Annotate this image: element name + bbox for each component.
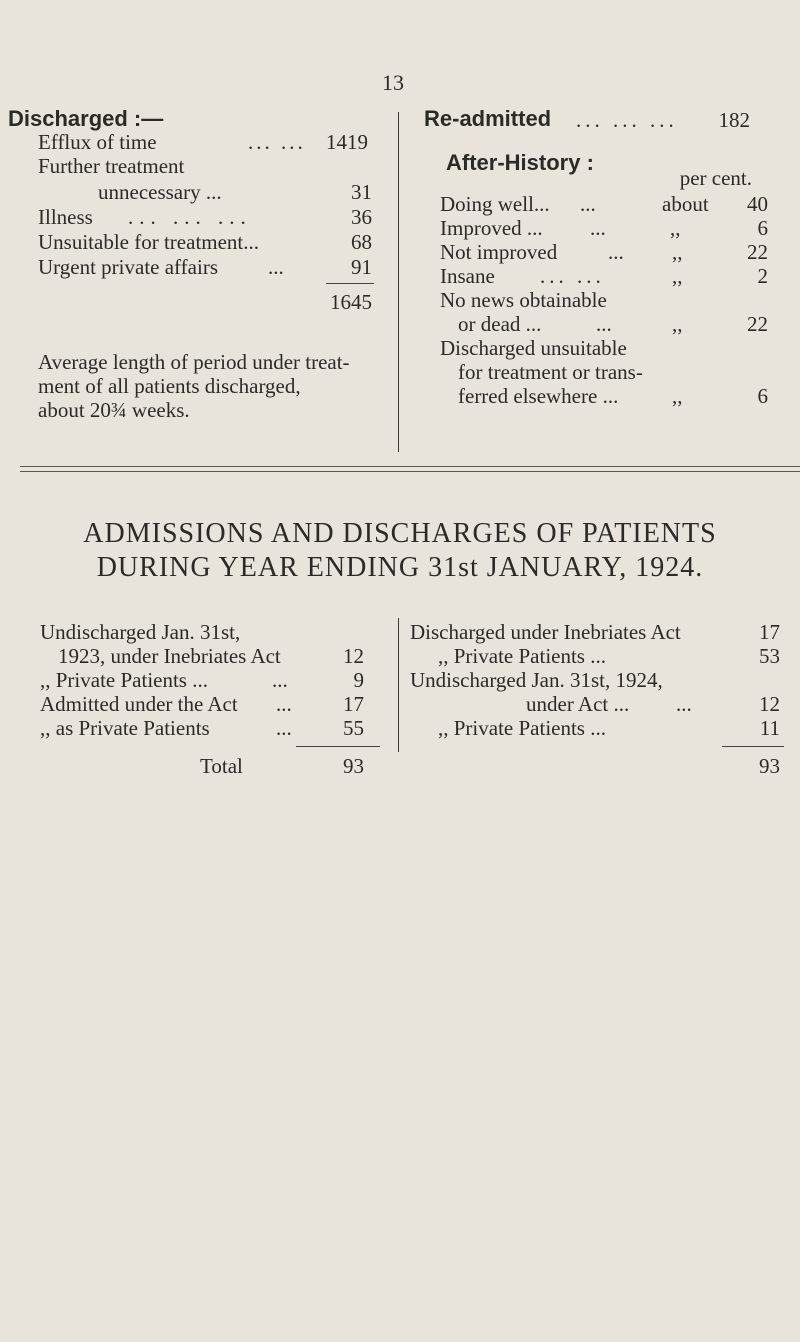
admissions-value: 55 (343, 716, 364, 740)
history-label: ferred elsewhere ... (458, 384, 619, 408)
history-prefix: ,, (670, 216, 681, 240)
admissions-dots: ... (276, 716, 292, 740)
history-value: 6 (757, 216, 768, 240)
total-value: 93 (759, 754, 780, 778)
discharges-value: 53 (759, 644, 780, 668)
discharges-total-rule (722, 746, 784, 747)
discharges-label: ,, Private Patients ... (438, 644, 606, 668)
history-value: 22 (747, 312, 768, 336)
history-value: 2 (757, 264, 768, 288)
discharges-label: under Act ... (526, 692, 630, 716)
left-row-label: Illness (38, 205, 93, 229)
note-text: about 20¾ weeks. (38, 398, 190, 422)
discharges-label: Undischarged Jan. 31st, 1924, (410, 668, 663, 692)
per-cent-label: per cent. (679, 166, 752, 190)
left-row-label: Unsuitable for treatment... (38, 230, 260, 254)
column-divider (398, 112, 399, 452)
history-label: Insane (440, 264, 495, 288)
left-row-value: 91 (351, 255, 372, 279)
discharges-value: 11 (759, 716, 780, 740)
admissions-value: 17 (343, 692, 364, 716)
admissions-dots: ... (272, 668, 288, 692)
after-history-heading: After-History : (446, 150, 594, 175)
history-dots: ... (596, 312, 612, 336)
left-row-label: Urgent private affairs (38, 255, 218, 279)
history-dots: ... (580, 192, 596, 216)
history-label: Improved ... (440, 216, 543, 240)
discharges-value: 12 (759, 692, 780, 716)
total-label: Total (200, 754, 243, 778)
readmitted-value: 182 (718, 108, 750, 132)
left-row-label: unnecessary ... (98, 180, 222, 204)
left-total-value: 1645 (330, 290, 372, 314)
section-title-line-2: DURING YEAR ENDING 31st JANUARY, 1924. (96, 552, 704, 583)
left-row-label: Further treatment (38, 154, 185, 178)
readmitted-label: Re-admitted (424, 106, 552, 131)
history-label: No news obtainable (440, 288, 607, 312)
history-dots: ... ... (540, 264, 605, 288)
history-label: or dead ... (458, 312, 542, 336)
admissions-value: 9 (353, 668, 364, 692)
history-value: 22 (747, 240, 768, 264)
history-prefix: ,, (672, 384, 683, 408)
section-title-line-1: ADMISSIONS AND DISCHARGES OF PATIENTS (83, 518, 717, 549)
history-label: Discharged unsuitable (440, 336, 627, 360)
page-number: 13 (382, 70, 404, 95)
history-prefix: ,, (672, 240, 683, 264)
note-text: Average length of period under treat- (38, 350, 350, 374)
admissions-label: ,, Private Patients ... (40, 668, 208, 692)
discharges-label: Discharged under Inebriates Act (410, 620, 681, 644)
left-row-dots: ... (268, 255, 284, 279)
note-text: ment of all patients discharged, (38, 374, 301, 398)
history-dots: ... (590, 216, 606, 240)
readmitted-dots: ... ... ... (576, 108, 678, 132)
admissions-label: Admitted under the Act (40, 692, 238, 716)
section-rule-top (20, 466, 800, 467)
discharges-dots: ... (676, 692, 692, 716)
left-row-dots: ... ... ... (128, 205, 252, 229)
discharges-value: 17 (759, 620, 780, 644)
admissions-label: 1923, under Inebriates Act (58, 644, 281, 668)
admissions-label: ,, as Private Patients (40, 716, 210, 740)
left-row-label: Efflux of time (38, 130, 157, 154)
admissions-value: 12 (343, 644, 364, 668)
history-prefix: ,, (672, 264, 683, 288)
admissions-dots: ... (276, 692, 292, 716)
history-value: 6 (757, 384, 768, 408)
left-row-value: 31 (351, 180, 372, 204)
section-rule-bottom (20, 471, 800, 472)
left-row-value: 68 (351, 230, 372, 254)
history-prefix: about (662, 192, 709, 216)
admissions-total-rule (296, 746, 380, 747)
admissions-label: Undischarged Jan. 31st, (40, 620, 241, 644)
history-value: 40 (747, 192, 768, 216)
history-prefix: ,, (672, 312, 683, 336)
discharges-label: ,, Private Patients ... (438, 716, 606, 740)
history-label: Not improved (440, 240, 558, 264)
history-label: for treatment or trans- (458, 360, 643, 384)
history-label: Doing well... (440, 192, 550, 216)
left-row-dots: ... ... (248, 130, 306, 154)
discharged-heading: Discharged :— (8, 106, 164, 131)
left-row-value: 1419 (326, 130, 368, 154)
total-rule (326, 283, 374, 284)
table-column-divider (398, 618, 399, 752)
history-dots: ... (608, 240, 624, 264)
total-value: 93 (343, 754, 364, 778)
left-row-value: 36 (351, 205, 372, 229)
